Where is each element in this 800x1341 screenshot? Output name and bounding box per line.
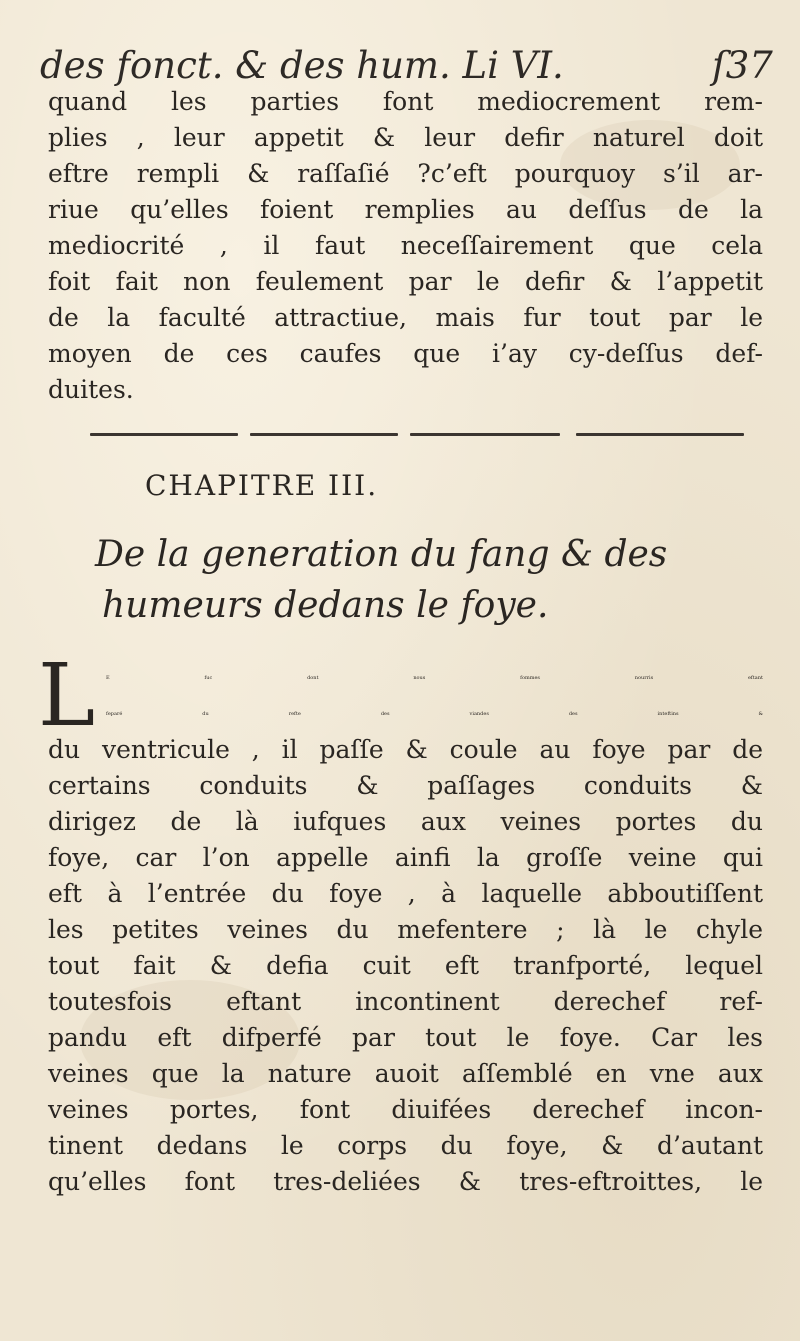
text-line: les petites veines du mefentere ; là le chyle [48, 915, 763, 944]
text-line: foit fait non feulement par le defir & l’appetit [48, 267, 763, 296]
chapter-heading: CHAPITRE III. [145, 469, 379, 502]
rule-segment [410, 433, 560, 436]
drop-cap: L [38, 646, 96, 746]
text-line: mediocrité , il faut neceſſairement que cela [48, 231, 763, 260]
text-line: riue qu’elles foient remplies au deſſus de la [48, 195, 763, 224]
running-head-title: des fonct. & des hum. Li VI. [40, 44, 564, 87]
rule-segment [576, 433, 744, 436]
text-line: moyen de ces caufes que i’ay cy-deſſus def- [48, 339, 763, 368]
page-number: ſ37 [712, 44, 773, 87]
text-line: dirigez de là iufques aux veines portes du [48, 807, 763, 836]
text-line: pandu eft difperfé par tout le foye. Car les [48, 1023, 763, 1052]
text-line: de la faculté attractiue, mais fur tout par le [48, 303, 763, 332]
text-line: du ventricule , il paſſe & coule au foye par de [48, 735, 763, 764]
text-line: veines portes, font diuifées derechef incon- [48, 1095, 763, 1124]
text-line: duites. [48, 375, 134, 404]
chapter-title-line-2: humeurs dedans le foye. [102, 585, 549, 626]
text-line: quand les parties font mediocrement rem- [48, 87, 763, 116]
text-line: plies , leur appetit & leur defir naturel doit [48, 123, 763, 152]
text-line: certains conduits & paſſages conduits & [48, 771, 763, 800]
chapter-title-line-1: De la generation du fang & des [95, 534, 668, 575]
text-line: eftre rempli & raſſaſié ?c’eft pourquoy s’il ar- [48, 159, 763, 188]
rule-segment [250, 433, 398, 436]
ornamental-rule [90, 433, 745, 437]
text-line: tinent dedans le corps du foye, & d’autant [48, 1131, 763, 1160]
text-line: foye, car l’on appelle ainfi la groſſe veine qui [48, 843, 763, 872]
text-line: feparé du refte des viandes des inteftins & [106, 711, 763, 717]
text-line: E fuc dont nous fommes nourris eftant [106, 675, 763, 681]
text-line: toutesfois eftant incontinent derechef ref- [48, 987, 763, 1016]
rule-segment [90, 433, 238, 436]
text-line: qu’elles font tres-deliées & tres-eftroittes, le [48, 1167, 763, 1196]
paragraph-continued [48, 84, 763, 408]
text-line: tout fait & defia cuit eft tranfporté, lequel [48, 951, 763, 980]
text-line: veines que la nature auoit aſſemblé en vne aux [48, 1059, 763, 1088]
paragraph-main [48, 660, 763, 1200]
text-line: eft à l’entrée du foye , à laquelle abboutiſſent [48, 879, 763, 908]
